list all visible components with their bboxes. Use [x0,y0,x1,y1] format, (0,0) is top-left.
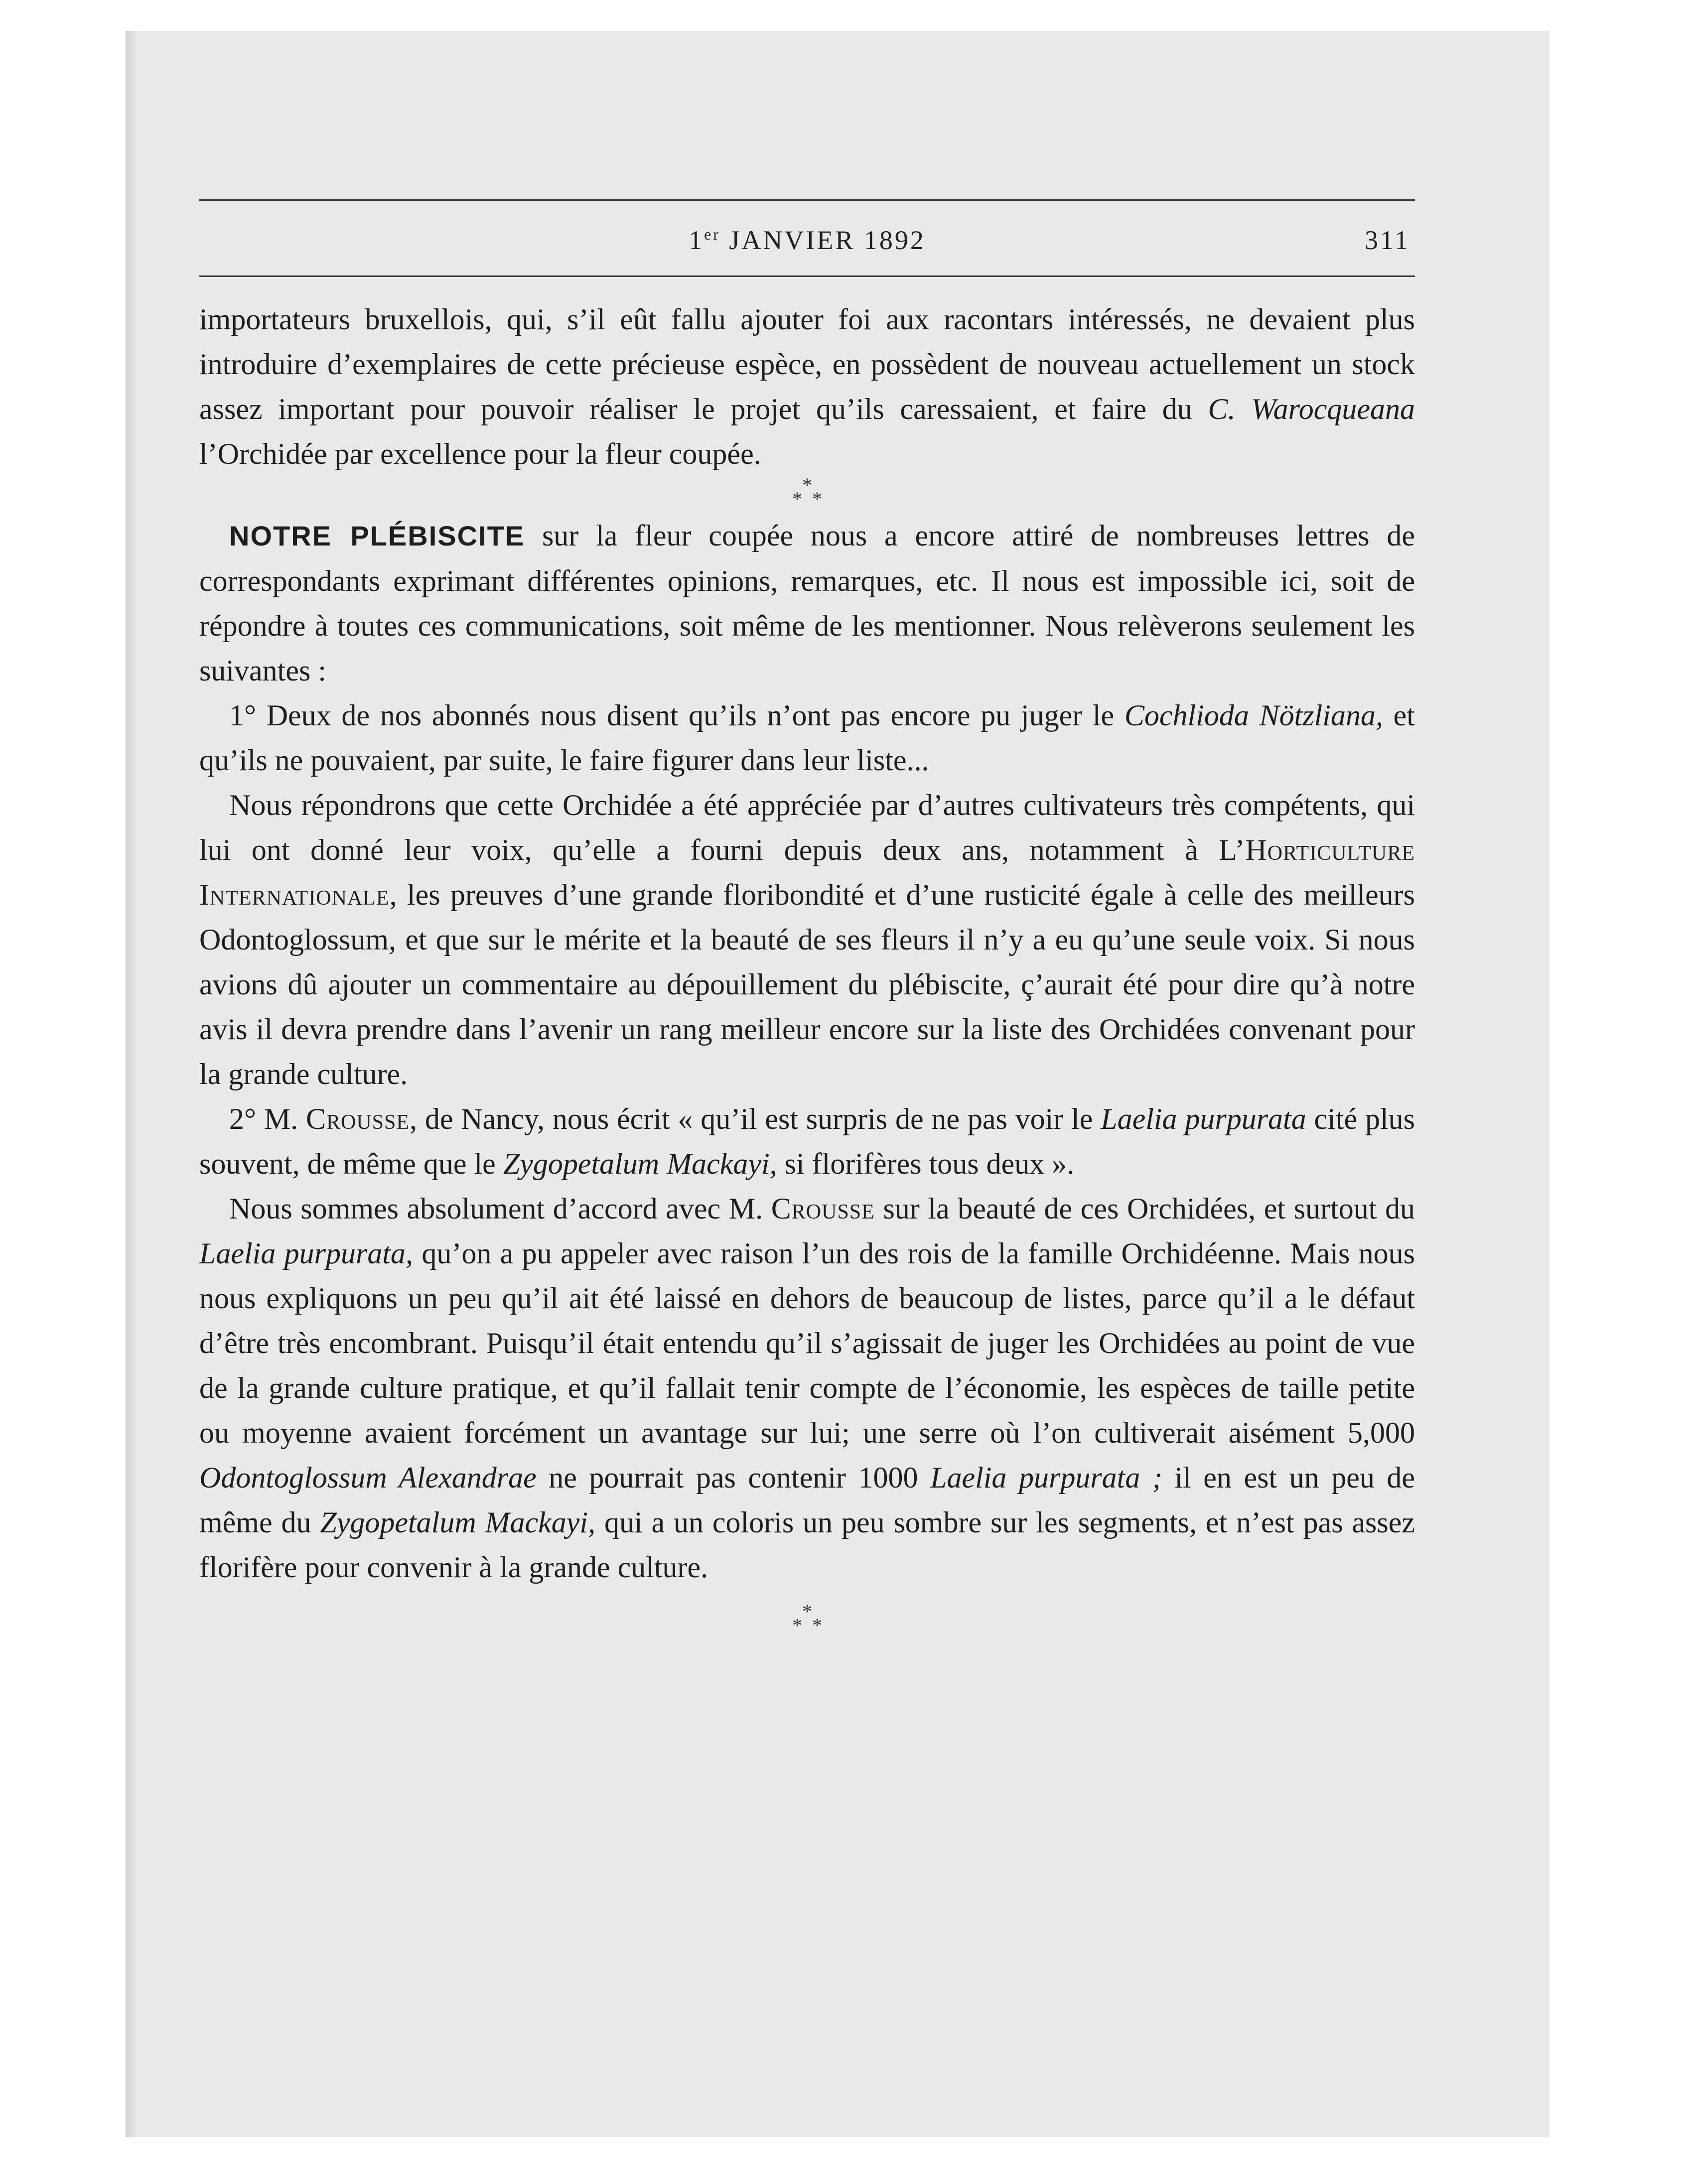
paragraph-2: NOTRE PLÉBISCITE sur la fleur coupée nous a encore attiré de nombreuses lettres de correspondants exprimant différentes opinions, remarques, etc. Il nous est impossible ici, soit de répondre à toutes ces communications, soit même de les mentionner. Nous relèverons seulement les suivantes : [199,519,1415,687]
paragraph-5: 2° M. Crousse, de Nancy, nous écrit « qu’il est surpris de ne pas voir le Laelia purpurata cité plus souvent, de même que le Zygopetalum Mackayi, si florifères tous deux ». [199,1102,1415,1180]
header-bottom-rule [199,275,1415,277]
page-number: 311 [1365,225,1410,255]
closing-asterism: * * * [792,1600,822,1637]
page-content [199,199,1415,1639]
section-lead: NOTRE PLÉBISCITE [229,520,525,551]
header-date [199,225,1415,256]
paragraph-4: Nous répondrons que cette Orchidée a été appréciée par d’autres cultivateurs très compétents, qui lui ont donné leur voix, qu’elle a fourni depuis deux ans, notamment à L’Horticulture Internationale, les preuves d’une grande floribondité et d’une rusticité égale à celle des meilleurs Odontoglossum, et que sur le mérite et la beauté de ses fleurs il n’y a eu qu’une seule voix. Si nous avions dû ajouter un commentaire au dépouillement du plébiscite, ç’aurait été pour dire qu’à notre avis il devra prendre dans l’avenir un rang meilleur encore sur la liste des Orchidées convenant pour la grande culture. [199,789,1415,1091]
paragraph-3: 1° Deux de nos abonnés nous disent qu’ils n’ont pas encore pu juger le Cochlioda Nötzliana, et qu’ils ne pouvaient, par suite, le faire figurer dans leur liste... [199,699,1415,777]
date-month-year: JANVIER 1892 [729,225,926,255]
section-asterism: * * * [792,474,822,510]
paragraph-1: importateurs bruxellois, qui, s’il eût fallu ajouter foi aux racontars intéressés, ne devaient plus introduire d’exemplaires de cette précieuse espèce, en possèdent de nouveau actuellement un stock assez important pour pouvoir réaliser le projet qu’ils caressaient, et faire du C. Warocqueana l’Orchidée par excellence pour la fleur coupée. [199,303,1415,470]
date-sup: er [704,225,720,243]
page-edge-shadow [126,31,137,2137]
paragraph-6: Nous sommes absolument d’accord avec M. Crousse sur la beauté de ces Orchidées, et surtout du Laelia purpurata, qu’on a pu appeler avec raison l’un des rois de la famille Orchidéenne. Mais nous nous expliquons un peu qu’il ait été laissé en dehors de beaucoup de listes, parce qu’il a le défaut d’être très encombrant. Puisqu’il était entendu qu’il s’agissait de juger les Orchidées au point de vue de la grande culture pratique, et qu’il fallait tenir compte de l’économie, les espèces de taille petite ou moyenne avaient forcément un avantage sur lui; une serre où l’on cultiverait aisément 5,000 Odontoglossum Alexandrae ne pourrait pas contenir 1000 Laelia purpurata ; il en est un peu de même du Zygopetalum Mackayi, qui a un coloris un peu sombre sur les segments, et n’est pas assez florifère pour convenir à la grande culture. [199,1192,1415,1584]
running-header [199,201,1415,275]
date-day: 1 [689,225,704,255]
article-body [199,297,1415,1637]
